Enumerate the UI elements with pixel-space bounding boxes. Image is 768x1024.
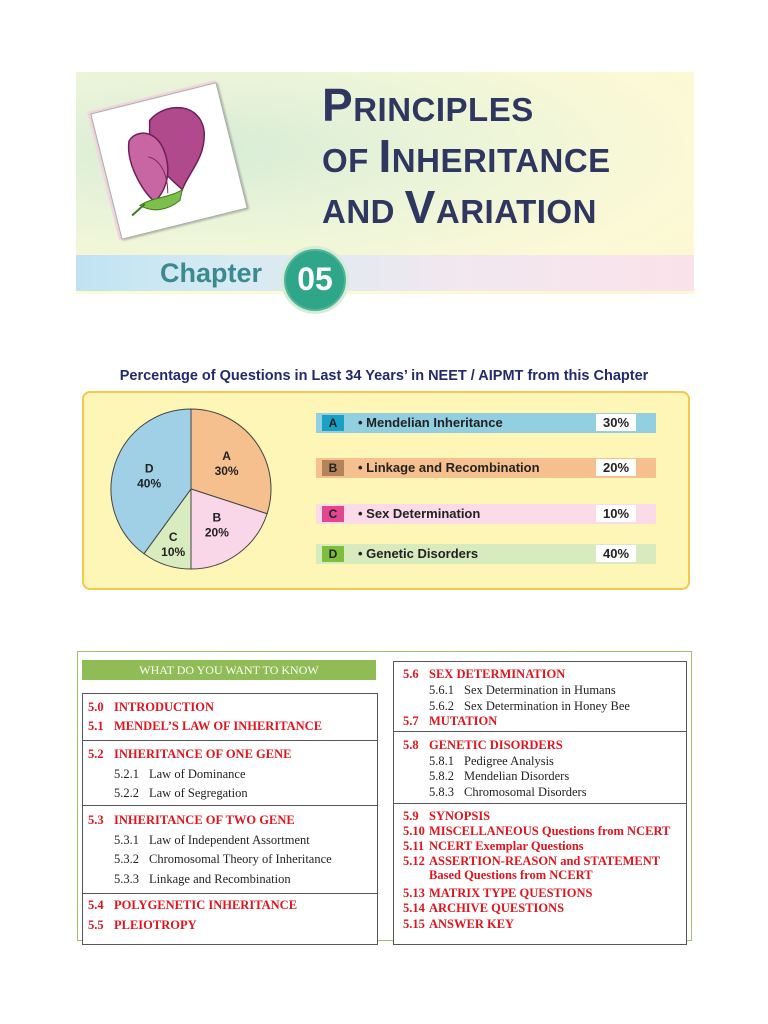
toc-title: Sex Determination in Honey Bee [464,699,630,713]
toc-title: INHERITANCE OF TWO GENE [114,813,295,827]
legend-key: C [322,506,344,522]
title-line-2: OF INHERITANCE [322,130,611,182]
toc-item[interactable] [403,666,565,682]
legend-key: B [322,460,344,476]
toc-title: SYNOPSIS [429,809,491,823]
toc-item[interactable] [403,900,564,916]
legend-label: • Genetic Disorders [358,546,479,561]
toc-number: 5.4 [88,898,104,912]
toc-title: Linkage and Recombination [149,872,291,886]
toc-item[interactable] [403,916,514,932]
legend-label: • Linkage and Recombination [358,460,540,475]
toc-number: 5.15 [403,917,425,931]
toc-item[interactable] [403,885,592,901]
toc-item[interactable] [114,851,332,867]
toc-number: 5.6.1 [429,683,454,697]
toc-item[interactable] [88,917,197,933]
pie-value-c: 10% [161,544,186,559]
pie-chart [105,400,277,578]
chapter-label: Chapter [160,258,263,288]
toc-title: Law of Independent Assortment [149,833,310,847]
toc-item[interactable] [88,812,295,828]
legend-row-a [316,413,656,433]
title-line-1: PRINCIPLES [322,79,534,131]
pie-label-d: D [144,461,154,476]
toc-item[interactable] [403,808,490,824]
toc-title: Law of Segregation [149,786,248,800]
toc-item[interactable] [114,785,248,801]
toc-number: 5.6.2 [429,699,454,713]
toc-title: GENETIC DISORDERS [429,738,563,752]
toc-item[interactable] [403,713,497,729]
toc-number: 5.13 [403,886,425,900]
toc-number: 5.14 [403,901,425,915]
toc-title: ASSERTION-REASON and STATEMENT [429,854,661,868]
pie-label-c: C [168,529,178,544]
toc-number: 5.2.1 [114,767,139,781]
toc-number: 5.2 [88,747,104,761]
toc-number: 5.3.2 [114,852,139,866]
toc-item[interactable] [429,753,554,769]
toc-title: ANSWER KEY [429,917,515,931]
legend-row-d [316,544,656,564]
toc-item[interactable] [429,768,569,784]
toc-item[interactable] [429,784,587,800]
toc-item[interactable] [114,871,291,887]
pie-label-a: A [222,449,231,464]
toc-number: 5.8 [403,738,419,752]
toc-number: 5.3.1 [114,833,139,847]
legend-percent: 10% [596,505,636,522]
toc-number: 5.7 [403,714,419,728]
legend-row-c [316,504,656,524]
toc-title: Mendelian Disorders [464,769,570,783]
toc-title: INTRODUCTION [114,700,215,714]
toc-title: MENDEL’S LAW OF INHERITANCE [114,719,323,733]
toc-number: 5.8.2 [429,769,454,783]
toc-title: MUTATION [429,714,498,728]
toc-item[interactable] [429,682,616,698]
toc-item[interactable] [403,737,563,753]
toc-item[interactable] [88,718,322,734]
toc-title: Based Questions from NCERT [429,868,593,882]
toc-item[interactable] [114,832,310,848]
chapter-title [322,79,611,235]
title-line-3: AND VARIATION [322,181,597,233]
toc-number: 5.6 [403,667,419,681]
toc-title: MISCELLANEOUS Questions from NCERT [429,824,671,838]
legend-row-b [316,458,656,478]
chapter-number-badge: 05 [281,246,349,314]
toc-title: ARCHIVE QUESTIONS [429,901,565,915]
pie-value-a: 30% [214,464,239,479]
toc-title: Chromosomal Theory of Inheritance [149,852,332,866]
toc-title: SEX DETERMINATION [429,667,566,681]
pie-label-b: B [212,510,222,525]
pie-value-d: 40% [137,476,162,491]
toc-number: 5.5 [88,918,104,932]
toc-number: 5.3.3 [114,872,139,886]
toc-title: Chromosomal Disorders [464,785,587,799]
toc-number: 5.3 [88,813,104,827]
legend-percent: 30% [596,414,636,431]
toc-title: MATRIX TYPE QUESTIONS [429,886,593,900]
toc-number: 5.11 [403,839,425,853]
toc-item[interactable] [429,698,630,714]
toc-number: 5.10 [403,824,425,838]
toc-number: 5.8.1 [429,754,454,768]
legend-label: • Sex Determination [358,506,481,521]
toc-title: Sex Determination in Humans [464,683,616,697]
toc-title: NCERT Exemplar Questions [429,839,584,853]
legend-label: • Mendelian Inheritance [358,415,503,430]
pie-value-b: 20% [204,525,229,540]
toc-item[interactable] [429,867,593,883]
toc-item[interactable] [88,746,291,762]
legend-key: A [322,415,344,431]
toc-heading: WHAT DO YOU WANT TO KNOW [82,660,376,680]
toc-item[interactable] [403,823,670,839]
toc-item[interactable] [88,897,297,913]
toc-title: POLYGENETIC INHERITANCE [114,898,298,912]
toc-number: 5.2.2 [114,786,139,800]
legend-key: D [322,546,344,562]
toc-number: 5.0 [88,700,104,714]
toc-number: 5.8.3 [429,785,454,799]
legend-percent: 40% [596,545,636,562]
toc-number: 5.9 [403,809,419,823]
percentage-heading: Percentage of Questions in Last 34 Years’ in NEET / AIPMT from this Chapter [119,368,649,384]
toc-title: PLEIOTROPY [114,918,197,932]
toc-item[interactable] [403,838,584,854]
toc-title: INHERITANCE OF ONE GENE [114,747,292,761]
toc-title: Law of Dominance [149,767,246,781]
toc-number: 5.12 [403,854,425,868]
toc-title: Pedigree Analysis [464,754,554,768]
toc-number: 5.1 [88,719,104,733]
toc-item[interactable] [114,766,246,782]
toc-item[interactable] [88,699,214,715]
legend-percent: 20% [596,459,636,476]
